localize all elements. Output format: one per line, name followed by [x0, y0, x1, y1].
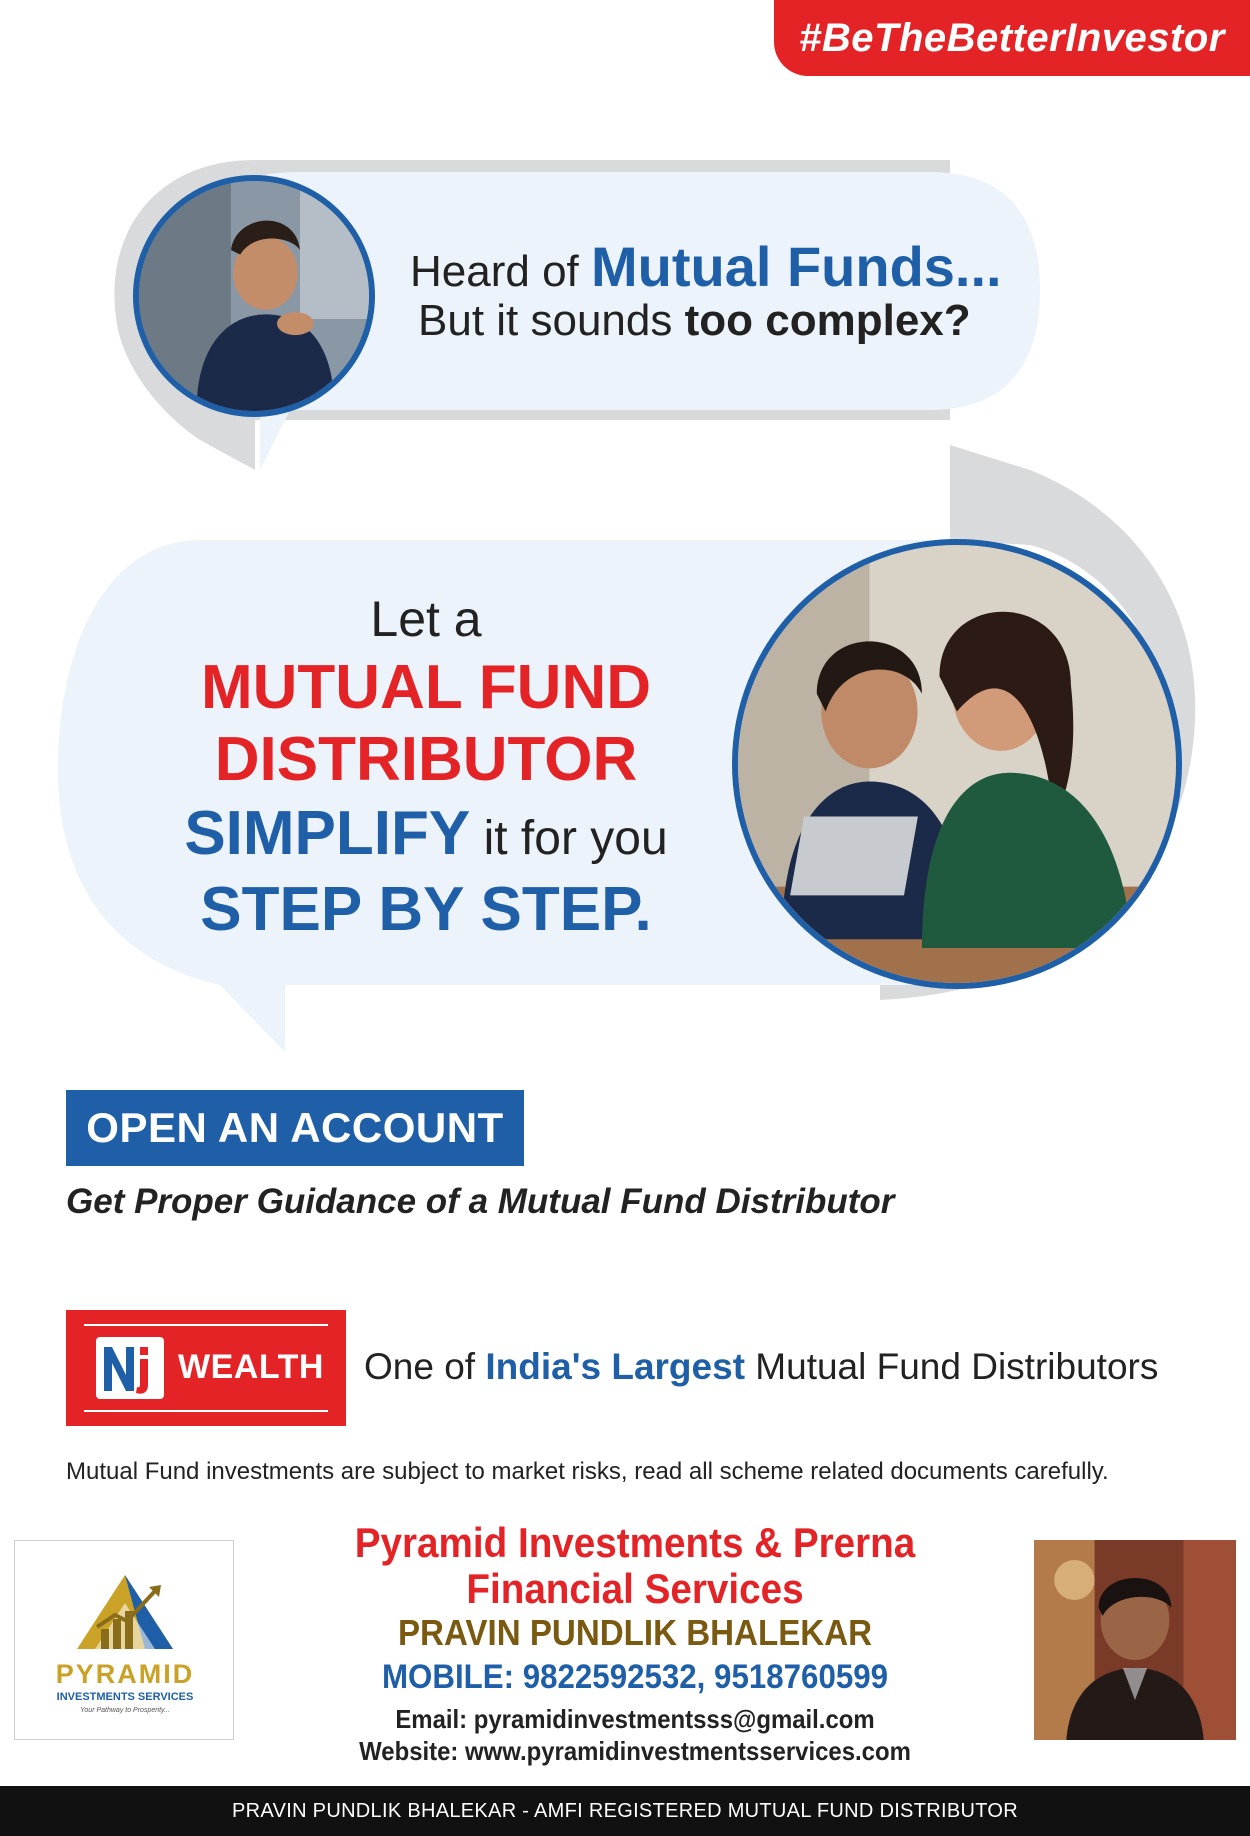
answer-line-5: STEP BY STEP.	[200, 875, 652, 944]
website-link[interactable]: Website: www.pyramidinvestmentsservices.com	[359, 1736, 911, 1766]
simplify-word: SIMPLIFY	[184, 799, 471, 868]
question-line-2	[418, 296, 971, 346]
question-line2-bold: too complex?	[684, 296, 971, 345]
firm-name: Pyramid Investments & Prerna Financial Services	[354, 1519, 916, 1612]
email-address[interactable]: Email: pyramidinvestmentsss@gmail.com	[395, 1704, 875, 1734]
two-women-laptop-photo	[732, 539, 1182, 989]
logo-rule-top	[84, 1324, 328, 1326]
advisor-portrait-photo	[1034, 1540, 1236, 1740]
answer-line-3: DISTRIBUTOR	[214, 725, 638, 794]
open-account-button[interactable]: OPEN AN ACCOUNT	[66, 1090, 524, 1166]
woman-thinking-photo	[133, 175, 375, 417]
question-line-1	[410, 234, 1002, 299]
nj-tagline-suffix: Mutual Fund Distributors	[745, 1346, 1159, 1387]
pyramid-logo	[14, 1540, 234, 1740]
person-name: PRAVIN PUNDLIK BHALEKAR	[397, 1612, 873, 1653]
answer-line-4	[0, 798, 852, 869]
footer-bar: PRAVIN PUNDLIK BHALEKAR - AMFI REGISTERED MUTUAL FUND DISTRIBUTOR	[0, 1786, 1250, 1836]
risk-disclaimer: Mutual Fund investments are subject to market risks, read all scheme related documents carefully.	[66, 1458, 1109, 1485]
question-prefix: Heard of	[410, 247, 591, 296]
answer-line-2: MUTUAL FUND	[200, 653, 651, 722]
hashtag-tab: #BeTheBetterInvestor	[774, 0, 1250, 76]
question-highlight: Mutual Funds...	[590, 235, 1002, 298]
nj-logo-word: WEALTH	[178, 1348, 324, 1386]
guidance-subtitle: Get Proper Guidance of a Mutual Fund Distributor	[66, 1182, 895, 1221]
pyramid-logo-sub: INVESTMENTS SERVICES	[56, 1691, 194, 1703]
nj-tagline-highlight: India's Largest	[485, 1346, 746, 1387]
nj-wealth-logo	[66, 1310, 346, 1426]
mobile-numbers[interactable]: MOBILE: 9822592532, 9518760599	[381, 1658, 889, 1696]
pyramid-logo-name: PYRAMID	[55, 1659, 195, 1689]
nj-tagline	[364, 1346, 1158, 1388]
pyramid-emblem-icon	[15, 1541, 235, 1659]
nj-tagline-prefix: One of	[364, 1346, 486, 1387]
simplify-suffix: it for you	[470, 812, 668, 865]
nj-mark-icon	[96, 1337, 164, 1399]
question-line2-prefix: But it sounds	[418, 296, 685, 345]
logo-rule-bottom	[84, 1410, 328, 1412]
pyramid-logo-tagline: Your Pathway to Prosperity...	[80, 1707, 170, 1714]
answer-line-1: Let a	[370, 591, 482, 647]
